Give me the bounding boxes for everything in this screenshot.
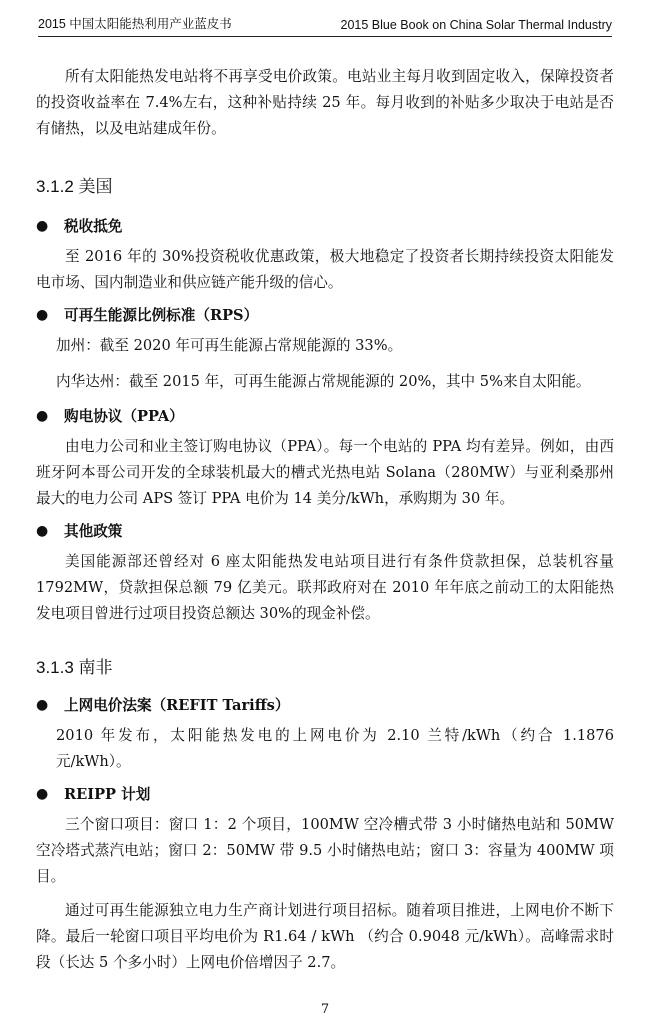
bullet-rps [36,304,614,325]
bullet-reipp [36,783,614,804]
section-heading-south-africa: 3.1.3 南非 [36,658,113,677]
bullet-icon: ● [36,522,49,539]
bullet-icon: ● [36,306,49,323]
bullet-label: 购电协议（PPA） [64,408,184,425]
header-rule [38,36,612,37]
bullet-tax-credit [36,215,614,236]
page-number: 7 [320,1002,330,1017]
bullet-other-policies [36,520,614,541]
section-heading-usa: 3.1.2 美国 [36,177,113,196]
other-policies-text: 美国能源部还曾经对 6 座太阳能热发电站项目进行有条件贷款担保，总装机容量 1792MW，贷款担保总额 79 亿美元。联邦政府对在 2010 年年底之前动工的太阳能热发电项目曾进行过项目投资总额达 30%的现金补偿。 [36,553,614,622]
header-title-cn: 2015 中国太阳能热利用产业蓝皮书 [38,17,232,31]
tax-credit-text: 至 2016 年的 30%投资税收优惠政策，极大地稳定了投资者长期持续投资太阳能发电市场、国内制造业和供应链产能升级的信心。 [36,248,614,291]
ppa-text: 由电力公司和业主签订购电协议（PPA）。每一个电站的 PPA 均有差异。例如，由西班牙阿本哥公司开发的全球装机最大的槽式光热电站 Solana（280MW）与亚利桑那州最大的电力公司 APS 签订 PPA 电价为 14 美分/kWh，承购期为 30 年。 [36,438,614,507]
bullet-icon: ● [36,217,49,234]
bullet-label: REIPP 计划 [64,786,151,803]
bullet-label: 上网电价法案（REFIT Tariffs） [64,697,290,714]
bullet-icon: ● [36,407,49,424]
rps-california: 加州：截至 2020 年可再生能源占常规能源的 33%。 [56,337,403,354]
running-header [38,8,612,32]
bullet-icon: ● [36,785,49,802]
bullet-label: 其他政策 [64,523,123,540]
bullet-ppa [36,405,614,426]
bullet-label: 可再生能源比例标准（RPS） [64,307,259,324]
bullet-icon: ● [36,696,49,713]
bullet-label: 税收抵免 [64,218,123,235]
reipp-tender-text: 通过可再生能源独立电力生产商计划进行项目招标。随着项目推进，上网电价不断下降。最后一轮窗口项目平均电价为 R1.64 / kWh （约合 0.9048 元/kWh）。高峰需求时段（长达 5 个多小时）上网电价倍增因子 2.7。 [36,902,614,971]
intro-paragraph: 所有太阳能热发电站将不再享受电价政策。电站业主每月收到固定收入，保障投资者的投资收益率在 7.4%左右，这种补贴持续 25 年。每月收到的补贴多少取决于电站是否有储热，以及电站建成年份。 [36,68,614,137]
rps-nevada: 内华达州：截至 2015 年，可再生能源占常规能源的 20%，其中 5%来自太阳能。 [56,373,591,390]
refit-text: 2010 年发布，太阳能热发电的上网电价为 2.10 兰特/kWh（约合 1.1876 元/kWh）。 [56,727,614,770]
header-title-en: 2015 Blue Book on China Solar Thermal Industry [340,18,612,32]
reipp-windows-text: 三个窗口项目：窗口 1：2 个项目，100MW 空冷槽式带 3 小时储热电站和 50MW 空冷塔式蒸汽电站；窗口 2：50MW 带 9.5 小时储热电站；窗口 3：容量为 400MW 项目。 [36,816,614,885]
page-body [36,64,614,976]
bullet-refit [36,694,614,715]
